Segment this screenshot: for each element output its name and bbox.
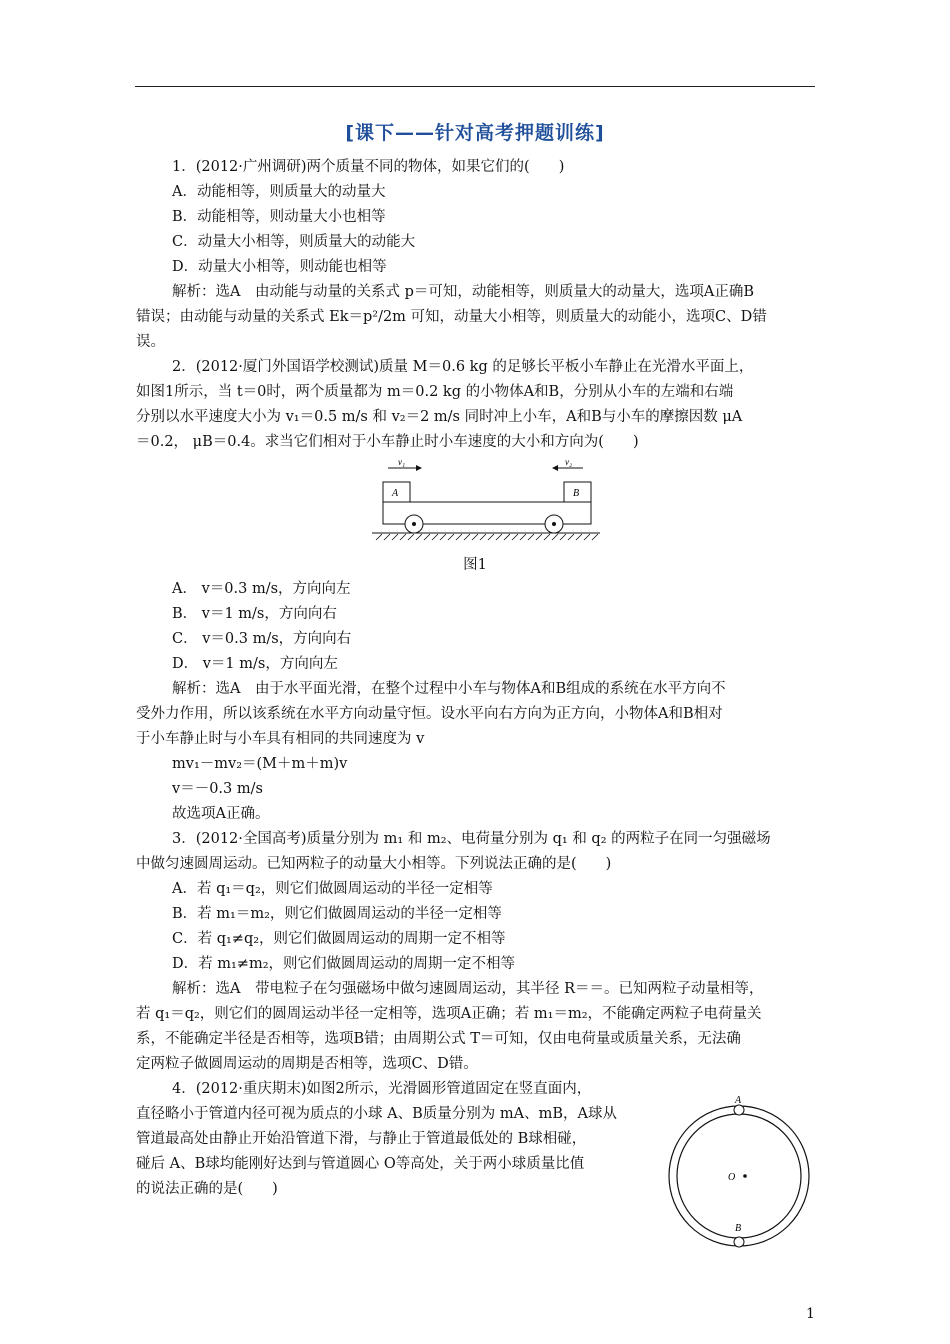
q4-stem-line: 管道最高处由静止开始沿管道下滑，与静止于管道最低处的 B球相碰， (136, 1131, 587, 1147)
block-b-label: B (573, 488, 580, 499)
q1-stem: 1．(2012·广州调研)两个质量不同的物体，如果它们的( ) (172, 159, 565, 175)
ball-b-label: B (735, 1223, 742, 1234)
q1-option-c: C．动量大小相等，则质量大的动能大 (172, 234, 416, 250)
q2-stem-line: 分别以水平速度大小为 v₁＝0.5 m/s 和 v₂＝2 m/s 同时冲上小车，A和B与小车的摩擦因数 μA (136, 409, 743, 425)
q3-analysis-line: 定两粒子做圆周运动的周期是否相等，选项C、D错。 (136, 1056, 478, 1072)
q2-analysis-line: 解析：选A 由于水平面光滑，在整个过程中小车与物体A和B组成的系统在水平方向不 (172, 681, 726, 697)
q1-option-d: D．动量大小相等，则动能也相等 (172, 259, 387, 275)
block-a-label: A (392, 488, 399, 499)
q2-analysis-line: 于小车静止时与小车具有相同的共同速度为 v (136, 731, 425, 747)
figure-2-circular-tube (664, 1094, 814, 1252)
top-rule (135, 86, 815, 87)
q1-analysis-line: 解析：选A 由动能与动量的关系式 p＝可知，动能相等，则质量大的动量大，选项A正确B (172, 284, 754, 300)
q3-option-b: B．若 m₁＝m₂，则它们做圆周运动的半径一定相等 (172, 906, 502, 922)
q1-analysis-line: 错误；由动能与动量的关系式 Ek＝p²/2m 可知，动量大小相等，则质量大的动能小，选项C、D错 (136, 309, 767, 325)
q1-option-a: A．动能相等，则质量大的动量大 (172, 184, 386, 200)
q2-stem-line: ＝0.2， μB＝0.4。求当它们相对于小车静止时小车速度的大小和方向为( ) (136, 434, 639, 450)
q1-option-b: B．动能相等，则动量大小也相等 (172, 209, 386, 225)
q4-stem-line: 直径略小于管道内径可视为质点的小球 A、B质量分别为 mA、mB，A球从 (136, 1106, 617, 1122)
q3-option-d: D．若 m₁≠m₂，则它们做圆周运动的周期一定不相等 (172, 956, 516, 972)
q3-analysis-line: 解析：选A 带电粒子在匀强磁场中做匀速圆周运动，其半径 R＝＝。已知两粒子动量相等， (172, 981, 764, 997)
q1-analysis-line: 误。 (136, 334, 165, 350)
q2-option-c: C． v＝0.3 m/s，方向向右 (172, 631, 352, 647)
q2-result: v＝－0.3 m/s (172, 781, 263, 797)
q2-option-b: B． v＝1 m/s，方向向右 (172, 606, 337, 622)
figure-1-cart (368, 456, 600, 548)
q3-analysis-line: 系，不能确定半径是否相等，选项B错；由周期公式 T＝可知，仅由电荷量或质量关系，无法确 (136, 1031, 741, 1047)
v1-label: v₁ (398, 457, 406, 467)
page-title: [课下——针对高考押题训练] (345, 122, 605, 144)
q4-stem-line: 4．(2012·重庆期末)如图2所示，光滑圆形管道固定在竖直面内， (172, 1081, 592, 1097)
q2-option-d: D． v＝1 m/s，方向向左 (172, 656, 338, 672)
q3-option-c: C．若 q₁≠q₂，则它们做圆周运动的周期一定不相等 (172, 931, 506, 947)
q4-stem-line: 的说法正确的是( ) (136, 1181, 278, 1197)
q3-stem-line: 中做匀速圆周运动。已知两粒子的动量大小相等。下列说法正确的是( ) (136, 856, 612, 872)
page-number: 1 (806, 1306, 815, 1322)
q3-option-a: A．若 q₁＝q₂，则它们做圆周运动的半径一定相等 (172, 881, 493, 897)
q4-stem-line: 碰后 A、B球均能刚好达到与管道圆心 O等高处，关于两小球质量比值 (136, 1156, 585, 1172)
q2-option-a: A． v＝0.3 m/s，方向向左 (172, 581, 351, 597)
q2-analysis-line: 受外力作用，所以该系统在水平方向动量守恒。设水平向右方向为正方向，小物体A和B相对 (136, 706, 723, 722)
q2-conclusion: 故选项A正确。 (172, 806, 270, 822)
figure-1-caption: 图1 (463, 557, 487, 573)
ball-a-label: A (735, 1095, 742, 1106)
q2-stem-line: 2．(2012·厦门外国语学校测试)质量 M＝0.6 kg 的足够长平板小车静止在光滑水平面上， (172, 359, 754, 375)
q3-stem-line: 3．(2012·全国高考)质量分别为 m₁ 和 m₂、电荷量分别为 q₁ 和 q₂ 的两粒子在同一匀强磁场 (172, 831, 771, 847)
q2-equation: mv₁－mv₂＝(M＋m＋m)v (172, 756, 348, 772)
center-o-label: O (728, 1172, 736, 1183)
v2-label: v₂ (565, 457, 573, 467)
q3-analysis-line: 若 q₁＝q₂，则它们的圆周运动半径一定相等，选项A正确；若 m₁＝m₂，不能确定两粒子电荷量关 (136, 1006, 762, 1022)
q2-stem-line: 如图1所示，当 t＝0时，两个质量都为 m＝0.2 kg 的小物体A和B，分别从小车的左端和右端 (136, 384, 734, 400)
